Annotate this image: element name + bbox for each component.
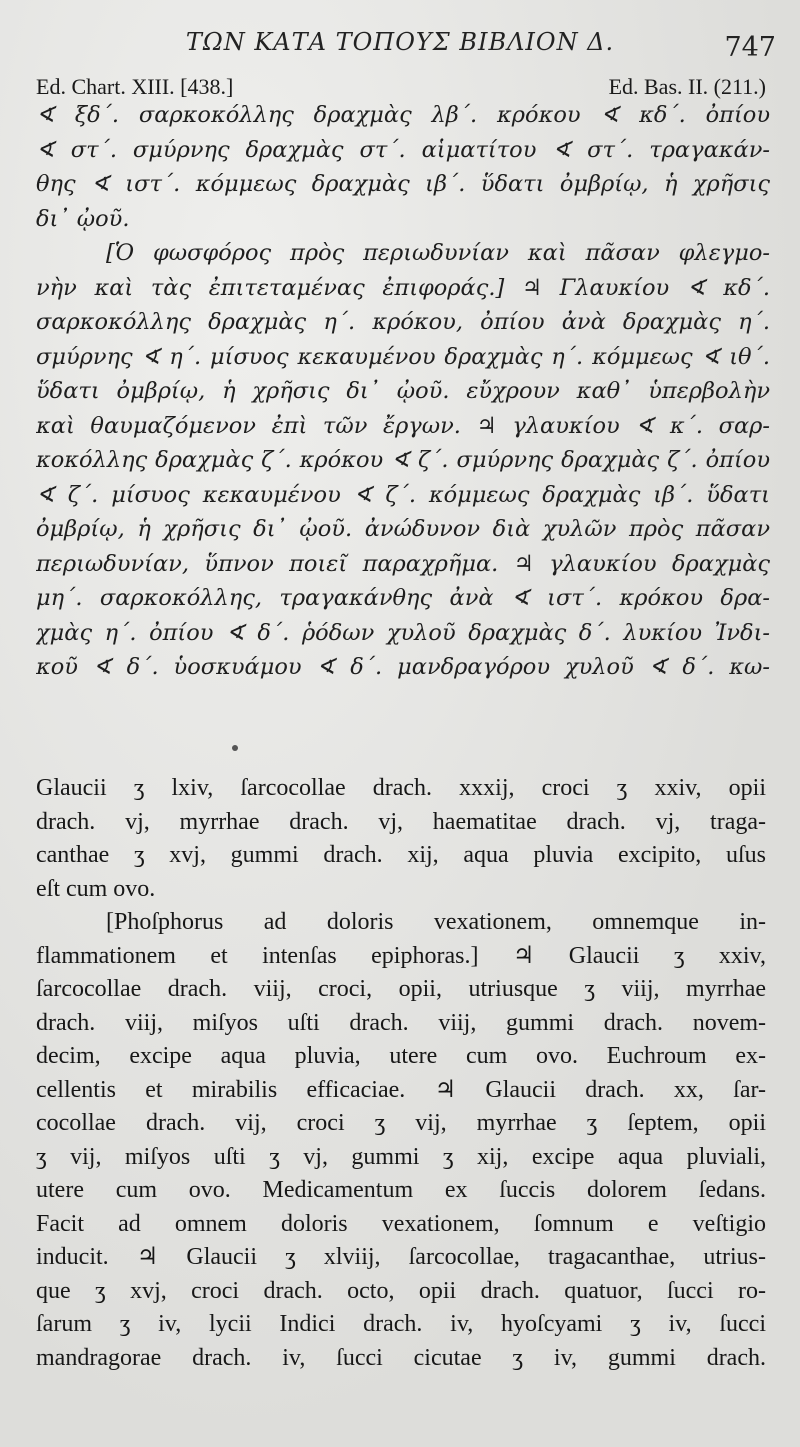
page-number: 747 xyxy=(724,32,776,63)
ink-dot xyxy=(232,745,238,751)
greek-text-block xyxy=(36,98,770,685)
edition-basel-ref: Ed. Bas. II. (211.) xyxy=(608,74,766,99)
latin-line: inducit. ♃ Glaucii ʒ xlviij, ſarcocollae, tragacanthae, utrius- xyxy=(36,1244,766,1270)
latin-line: [Phoſphorus ad doloris vexationem, omnemque in- xyxy=(106,909,766,935)
latin-line: cellentis et mirabilis efficaciae. ♃ Glaucii drach. xx, ſar- xyxy=(36,1076,766,1103)
greek-line: χμὰς η΄. ὀπίου ∢ δ΄. ῥόδων χυλοῦ δραχμὰς δ΄. λυκίου Ἰνδι- xyxy=(36,619,770,646)
latin-line: Facit ad omnem doloris vexationem, ſomnum e veſtigio xyxy=(36,1210,766,1237)
latin-line: utere cum ovo. Medicamentum ex ſuccis dolorem ſedans. xyxy=(36,1177,766,1203)
greek-line: θης ∢ ιστ΄. κόμμεως δραχμὰς ιβ΄. ὕδατι ὀμβρίῳ, ἡ χρῆσις xyxy=(36,171,770,197)
latin-line: ſarcocollae drach. viij, croci, opii, utriusque ʒ viij, myrrhae xyxy=(36,976,766,1002)
latin-text-block xyxy=(36,772,766,1375)
latin-line: canthae ʒ xvj, gummi drach. xij, aqua pluvia excipito, uſus xyxy=(36,842,766,868)
greek-line: ∢ στ΄. σμύρνης δραχμὰς στ΄. αἱματίτου ∢ στ΄. τραγακάν- xyxy=(36,136,770,163)
latin-line: cocollae drach. vij, croci ʒ vij, myrrhae ʒ ſeptem, opii xyxy=(36,1110,766,1136)
greek-line: ὕδατι ὀμβρίῳ, ἡ χρῆσις δι᾽ ᾠοῦ. εὔχρουν καθ᾽ ὑπερβολὴν xyxy=(36,378,770,404)
greek-line: μη΄. σαρκοκόλλης, τραγακάνθης ἀνὰ ∢ ιστ΄. κρόκου δρα- xyxy=(36,585,770,611)
greek-line: σμύρνης ∢ η΄. μίσυος κεκαυμένου δραχμὰς η΄. κόμμεως ∢ ιθ΄. xyxy=(36,343,770,370)
latin-line: Glaucii ʒ lxiv, ſarcocollae drach. xxxij, croci ʒ xxiv, opii xyxy=(36,775,766,801)
greek-line: σαρκοκόλλης δραχμὰς η΄. κρόκου, ὀπίου ἀνὰ δραχμὰς η΄. xyxy=(36,309,770,335)
latin-line: flammationem et intenſas epiphoras.] ♃ Glaucii ʒ xxiv, xyxy=(36,942,766,969)
greek-line: [Ὁ φωσφόρος πρὸς περιωδυνίαν καὶ πᾶσαν φλεγμο- xyxy=(106,240,770,266)
latin-line: eſt cum ovo. xyxy=(36,875,156,902)
greek-line: νὴν καὶ τὰς ἐπιτεταμένας ἐπιφοράς.] ♃ Γλαυκίου ∢ κδ΄. xyxy=(36,274,770,301)
latin-line: que ʒ xvj, croci drach. octo, opii drach. quatuor, ſucci ro- xyxy=(36,1277,766,1304)
greek-line: ὀμβρίῳ, ἡ χρῆσις δι᾽ ᾠοῦ. ἀνώδυνον διὰ χυλῶν πρὸς πᾶσαν xyxy=(36,516,770,542)
latin-line: ʒ vij, miſyos uſti ʒ vj, gummi ʒ xij, excipe aqua pluviali, xyxy=(36,1143,766,1170)
greek-line: κοῦ ∢ δ΄. ὑοσκυάμου ∢ δ΄. μανδραγόρου χυλοῦ ∢ δ΄. κω- xyxy=(36,654,770,680)
latin-line: decim, excipe aqua pluvia, utere cum ovo. Euchroum ex- xyxy=(36,1043,766,1069)
latin-line: ſarum ʒ iv, lycii Indici drach. iv, hyoſcyami ʒ iv, ſucci xyxy=(36,1311,766,1337)
greek-line: περιωδυνίαν, ὕπνον ποιεῖ παραχρῆμα. ♃ γλαυκίου δραχμὰς xyxy=(36,550,770,577)
latin-line: mandragorae drach. iv, ſucci cicutae ʒ iv, gummi drach. xyxy=(36,1344,766,1371)
running-title: ΤΩΝ ΚΑΤΑ ΤΟΠΟΥΣ ΒΙΒΛΙΟΝ Δ. xyxy=(185,28,615,56)
latin-line: drach. vj, myrrhae drach. vj, haematitae drach. vj, traga- xyxy=(36,808,766,835)
greek-line: κοκόλλης δραχμὰς ζ΄. κρόκου ∢ ζ΄. σμύρνης δραχμὰς ζ΄. ὀπίου xyxy=(36,447,770,473)
greek-line: καὶ θαυμαζόμενον ἐπὶ τῶν ἔργων. ♃ γλαυκίου ∢ κ΄. σαρ- xyxy=(36,412,770,439)
greek-line: ∢ ξδ΄. σαρκοκόλλης δραχμὰς λβ΄. κρόκου ∢ κδ΄. ὀπίου xyxy=(36,102,770,128)
greek-line: ∢ ζ΄. μίσυος κεκαυμένου ∢ ζ΄. κόμμεως δραχμὰς ιβ΄. ὕδατι xyxy=(36,481,770,508)
greek-line: δι᾽ ᾠοῦ. xyxy=(36,205,130,232)
edition-chart-ref: Ed. Chart. XIII. [438.] xyxy=(36,74,234,99)
latin-line: drach. viij, miſyos uſti drach. viij, gummi drach. novem- xyxy=(36,1009,766,1036)
edition-references xyxy=(36,74,766,100)
